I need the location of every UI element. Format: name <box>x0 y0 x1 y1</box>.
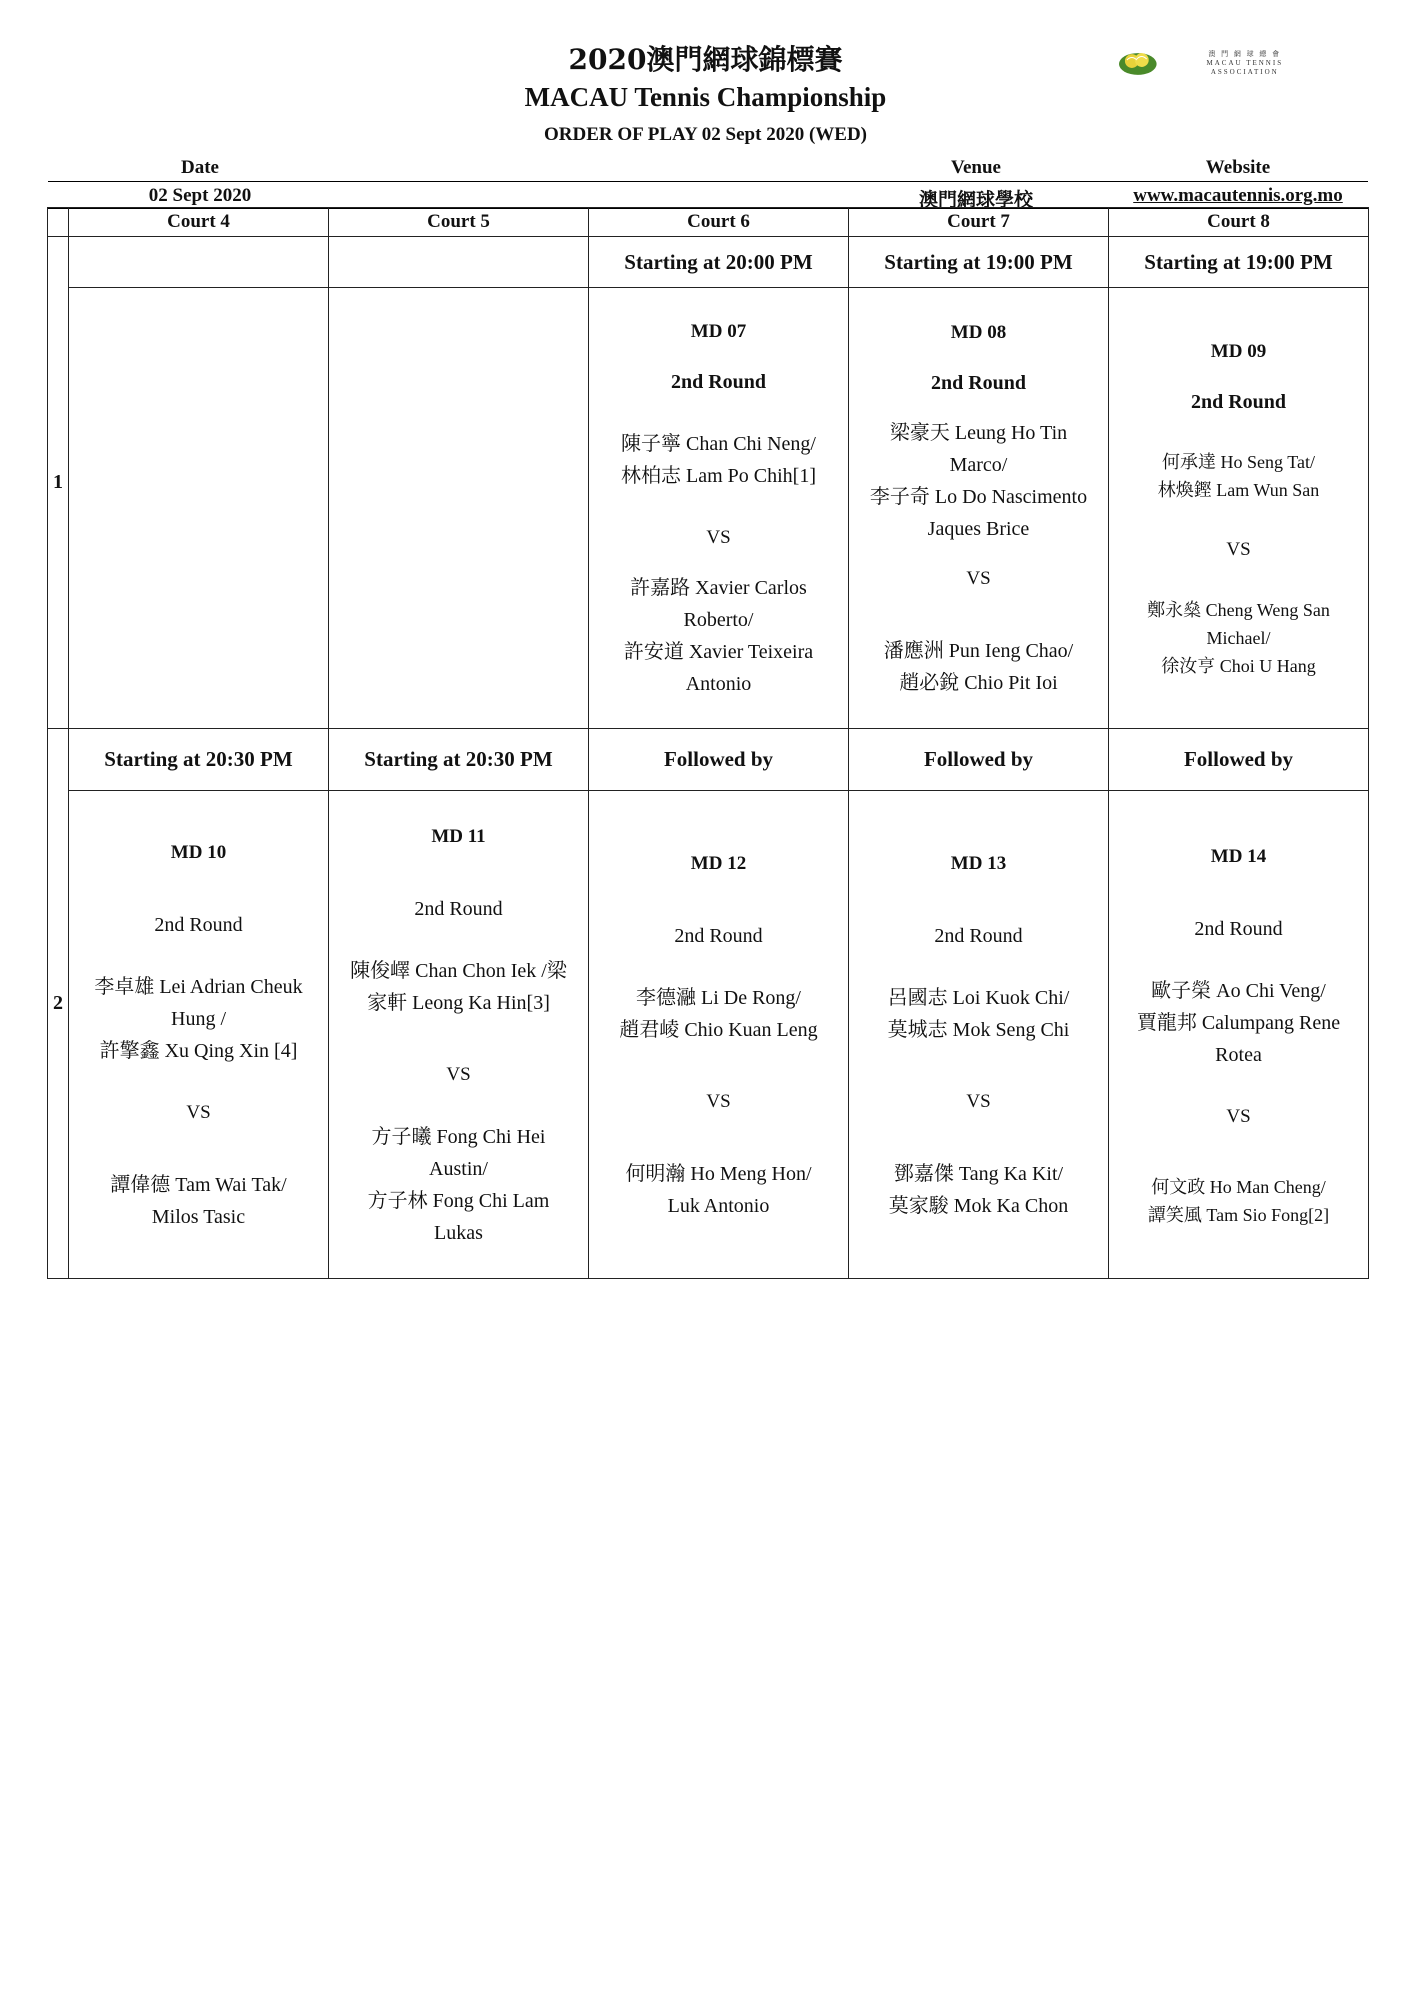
court-5-header: Court 5 <box>329 208 589 237</box>
team-1-line: 李子奇 Lo Do Nascimento <box>869 486 1088 508</box>
session-1-court-5-start <box>329 237 589 288</box>
website-label: Website <box>1205 157 1271 178</box>
session-1-court-4-empty <box>69 288 329 729</box>
match-cell-md14 <box>1109 791 1369 1279</box>
session-2-court-8-start: Followed by <box>1109 729 1369 791</box>
logo-text-en: MACAU TENNIS ASSOCIATION <box>1206 58 1284 76</box>
court-header-row <box>48 208 1369 237</box>
team-1 <box>593 428 844 492</box>
team-2-line: 許安道 Xavier Teixeira <box>623 641 814 663</box>
session-1-court-8-start: Starting at 19:00 PM <box>1109 237 1369 288</box>
team-2-line: 鄭永燊 Cheng Weng San <box>1147 600 1330 620</box>
session-2-court-7-start: Followed by <box>849 729 1109 791</box>
team-2-line: 趙必銳 Chio Pit Ioi <box>899 672 1058 694</box>
date-value: 02 Sept 2020 <box>148 185 252 206</box>
team-2 <box>73 1169 324 1233</box>
court-4-header: Court 4 <box>69 208 329 237</box>
team-2-line: 許嘉路 Xavier Carlos <box>630 577 807 599</box>
vs-label: VS <box>706 527 731 548</box>
session-2-court-6-start: Followed by <box>589 729 849 791</box>
team-2 <box>593 572 844 700</box>
team-1-line: Rotea <box>1215 1043 1262 1066</box>
team-1-line: Marco/ <box>949 454 1008 476</box>
session-1-court-5-empty <box>329 288 589 729</box>
team-2-line: 莫家駿 Mok Ka Chon <box>888 1194 1069 1217</box>
match-cell-md10 <box>69 791 329 1279</box>
website-link[interactable]: www.macautennis.org.mo <box>1133 185 1343 206</box>
session-2-match-row <box>48 791 1369 1279</box>
vs-label: VS <box>1226 539 1251 560</box>
order-of-play-table <box>47 207 1369 1279</box>
team-1 <box>73 971 324 1067</box>
team-1-line: 許擎鑫 Xu Qing Xin [4] <box>99 1039 298 1062</box>
team-1-line: 莫城志 Mok Seng Chi <box>887 1018 1070 1041</box>
team-2-line: Milos Tasic <box>151 1205 246 1228</box>
team-2 <box>853 635 1104 699</box>
session-2-court-5-start: Starting at 20:30 PM <box>329 729 589 791</box>
session-1-number: 1 <box>48 237 69 729</box>
team-2-line: 徐汝亨 Choi U Hang <box>1161 656 1316 676</box>
team-2 <box>1113 1173 1364 1229</box>
court-6-header: Court 6 <box>589 208 849 237</box>
team-2-line: 方子曦 Fong Chi Hei <box>371 1125 546 1148</box>
team-1 <box>333 955 584 1019</box>
team-2-line: Michael/ <box>1206 628 1271 648</box>
team-1-line: 陳俊嶧 Chan Chon Iek /梁 <box>350 959 567 982</box>
team-1-line: 趙君崚 Chio Kuan Leng <box>619 1018 818 1041</box>
match-round: 2nd Round <box>154 913 243 936</box>
team-2-line: 方子林 Fong Chi Lam <box>367 1189 550 1212</box>
team-1-line: 梁豪天 Leung Ho Tin <box>889 422 1068 444</box>
team-1 <box>853 417 1104 545</box>
team-2-line: 鄧嘉傑 Tang Ka Kit/ <box>893 1162 1064 1185</box>
court-8-header: Court 8 <box>1109 208 1369 237</box>
team-1-line: Hung / <box>171 1007 226 1030</box>
team-1-line: Jaques Brice <box>927 518 1030 540</box>
session-2-court-4-start: Starting at 20:30 PM <box>69 729 329 791</box>
logo-text-zh: 澳 門 網 球 總 會 <box>1208 49 1282 58</box>
team-2-line: 譚偉德 Tam Wai Tak/ <box>110 1173 287 1196</box>
match-number: MD 08 <box>950 322 1007 343</box>
match-round: 2nd Round <box>674 924 763 947</box>
team-1-line: 家軒 Leong Ka Hin[3] <box>367 991 550 1014</box>
team-1 <box>853 982 1104 1046</box>
match-round: 2nd Round <box>414 897 503 920</box>
venue-label: Venue <box>951 157 1001 178</box>
team-1 <box>1113 448 1364 504</box>
team-2-line: Antonio <box>685 673 752 695</box>
session-1-court-7-start: Starting at 19:00 PM <box>849 237 1109 288</box>
team-2-line: Luk Antonio <box>667 1194 770 1217</box>
info-header-row <box>48 155 1368 182</box>
match-round: 2nd Round <box>930 372 1027 394</box>
vs-label: VS <box>706 1090 731 1112</box>
team-2-line: 何文政 Ho Man Cheng/ <box>1151 1176 1326 1197</box>
vs-label: VS <box>186 1101 211 1123</box>
match-cell-md07 <box>589 288 849 729</box>
match-cell-md12 <box>589 791 849 1279</box>
team-1-line: 林煥鏗 Lam Wun San <box>1157 480 1320 500</box>
vs-label: VS <box>966 568 991 589</box>
team-2-line: 譚笑風 Tam Sio Fong[2] <box>1147 1204 1330 1225</box>
vs-label: VS <box>966 1090 991 1112</box>
vs-label: VS <box>446 1063 471 1085</box>
match-round: 2nd Round <box>934 924 1023 947</box>
title-chinese: 2020澳門網球錦標賽 <box>568 43 843 76</box>
team-2 <box>1113 596 1364 680</box>
title-english: MACAU Tennis Championship <box>524 82 887 112</box>
session-1-start-row <box>48 237 1369 288</box>
match-number: MD 07 <box>690 321 747 342</box>
team-1-line: 何承達 Ho Seng Tat/ <box>1162 452 1315 472</box>
team-1 <box>1113 975 1364 1071</box>
team-1-line: 李卓雄 Lei Adrian Cheuk <box>94 975 303 998</box>
team-2 <box>593 1158 844 1222</box>
team-1-line: 賈龍邦 Calumpang Rene <box>1136 1011 1341 1034</box>
team-2-line: Roberto/ <box>683 609 754 631</box>
order-of-play-title: ORDER OF PLAY 02 Sept 2020 (WED) <box>543 124 867 145</box>
team-2 <box>853 1158 1104 1222</box>
court-7-header: Court 7 <box>849 208 1109 237</box>
match-round: 2nd Round <box>1190 391 1287 413</box>
date-label: Date <box>181 157 219 178</box>
team-2-line: Lukas <box>434 1221 483 1244</box>
team-2-line: 潘應洲 Pun Ieng Chao/ <box>883 640 1074 662</box>
session-1-court-4-start <box>69 237 329 288</box>
team-1-line: 陳子寧 Chan Chi Neng/ <box>621 433 816 455</box>
team-1 <box>593 982 844 1046</box>
venue-value: 澳門網球學校 <box>918 190 1034 211</box>
match-number: MD 13 <box>950 852 1007 874</box>
match-number: MD 09 <box>1210 341 1267 362</box>
vs-label: VS <box>1226 1105 1251 1127</box>
match-number: MD 14 <box>1210 845 1267 867</box>
match-number: MD 11 <box>431 825 486 847</box>
team-1-line: 呂國志 Loi Kuok Chi/ <box>887 986 1070 1009</box>
team-1-line: 歐子榮 Ao Chi Veng/ <box>1151 979 1326 1002</box>
logo-text <box>1172 50 1318 77</box>
session-2-number: 2 <box>48 729 69 1279</box>
tennis-ball-logo-icon <box>1118 49 1158 77</box>
info-value-row <box>48 183 1368 209</box>
corner-cell <box>48 208 69 237</box>
match-cell-md13 <box>849 791 1109 1279</box>
match-number: MD 12 <box>690 852 747 874</box>
session-1-match-row <box>48 288 1369 729</box>
match-cell-md09 <box>1109 288 1369 729</box>
team-2 <box>333 1121 584 1249</box>
team-1-line: 李德瀜 Li De Rong/ <box>636 986 801 1009</box>
team-1-line: 林柏志 Lam Po Chih[1] <box>621 465 816 487</box>
session-2-start-row <box>48 729 1369 791</box>
session-1-court-6-start: Starting at 20:00 PM <box>589 237 849 288</box>
team-2-line: 何明瀚 Ho Meng Hon/ <box>625 1162 812 1185</box>
match-round: 2nd Round <box>670 371 767 393</box>
match-cell-md11 <box>329 791 589 1279</box>
association-logo <box>1118 46 1318 80</box>
match-number: MD 10 <box>170 841 227 863</box>
match-round: 2nd Round <box>1194 917 1283 940</box>
team-2-line: Austin/ <box>429 1157 488 1180</box>
match-cell-md08 <box>849 288 1109 729</box>
